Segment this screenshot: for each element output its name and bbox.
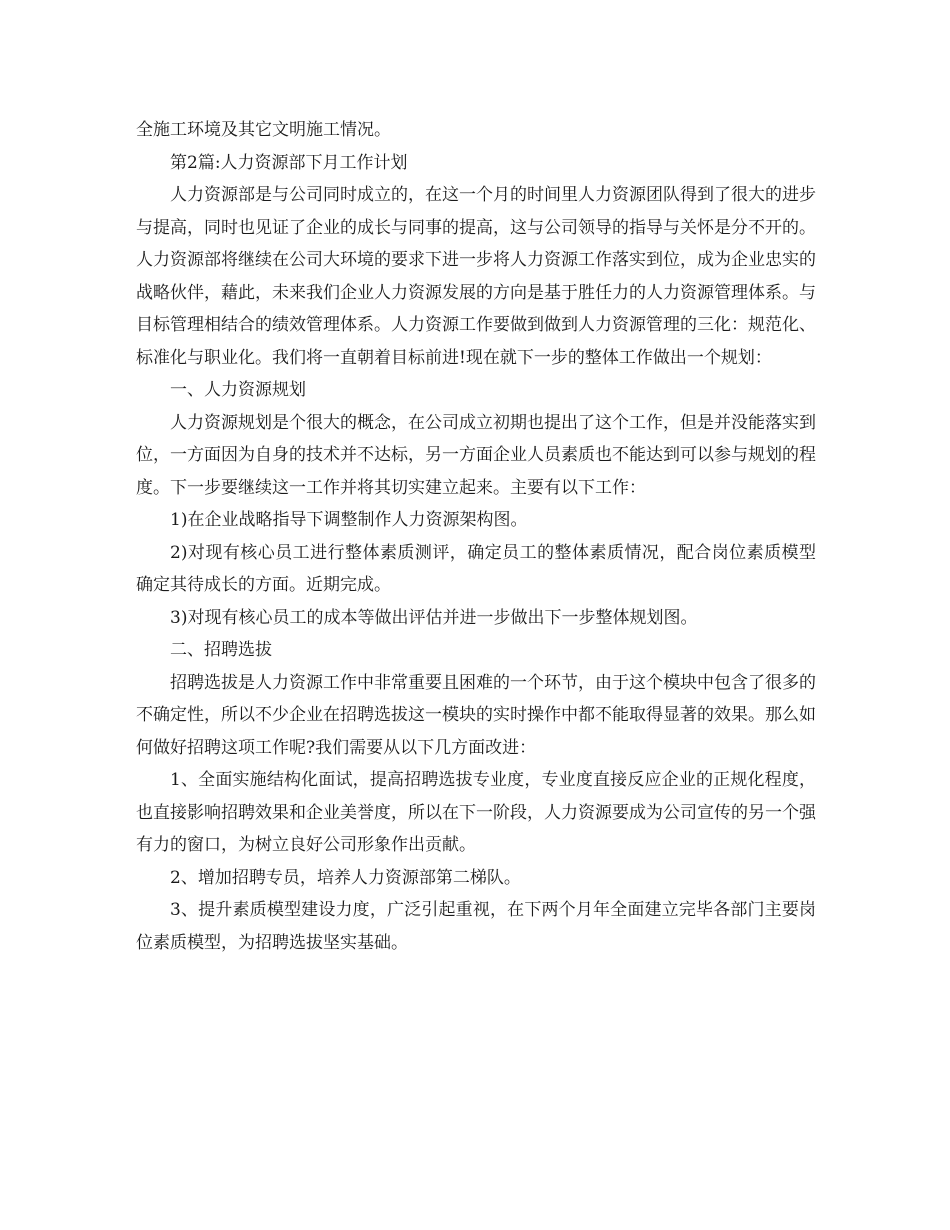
recruitment-item-2: 2、增加招聘专员，培养人力资源部第二梯队。 [170, 867, 521, 888]
hr-planning-item-2: 2)对现有核心员工进行整体素质测评，确定员工的整体素质情况，配合岗位素质模型确定其待成长的方面。近期完成。 [136, 542, 816, 595]
hr-planning-item-3: 3)对现有核心员工的成本等做出评估并进一步做出下一步整体规划图。 [170, 607, 698, 628]
recruitment-paragraph: 招聘选拔是人力资源工作中非常重要且困难的一个环节，由于这个模块中包含了很多的不确定性，所以不少企业在招聘选拔这一模块的实时操作中都不能取得显著的效果。那么如何做好招聘这项工作呢?我们需要从以下几方面改进： [136, 672, 816, 758]
recruitment-item-1: 1、全面实施结构化面试，提高招聘选拔专业度，专业度直接反应企业的正规化程度，也直接影响招聘效果和企业美誉度，所以在下一阶段，人力资源要成为公司宣传的另一个强有力的窗口，为树立良好公司形象作出贡献。 [136, 770, 816, 855]
section-heading-recruitment: 二、招聘选拔 [170, 640, 272, 660]
hr-planning-item-1: 1)在企业战略指导下调整制作人力资源架构图。 [170, 510, 528, 530]
document-body [136, 114, 816, 959]
article-title: 第2篇:人力资源部下月工作计划 [170, 152, 408, 173]
recruitment-item-3: 3、提升素质模型建设力度，广泛引起重视，在下两个月年全面建立完毕各部门主要岗位素质模型，为招聘选拔坚实基础。 [136, 900, 816, 953]
intro-paragraph: 人力资源部是与公司同时成立的，在这一个月的时间里人力资源团队得到了很大的进步与提高，同时也见证了企业的成长与同事的提高，这与公司领导的指导与关怀是分不开的。人力资源部将继续在公司大环境的要求下进一步将人力资源工作落实到位，成为企业忠实的战略伙伴，藉此，未来我们企业人力资源发展的方向是基于胜任力的人力资源管理体系。与目标管理相结合的绩效管理体系。人力资源工作要做到做到人力资源管理的三化：规范化、标准化与职业化。我们将一直朝着目标前进!现在就下一步的整体工作做出一个规划： [136, 185, 816, 368]
hr-planning-paragraph: 人力资源规划是个很大的概念，在公司成立初期也提出了这个工作，但是并没能落实到位，一方面因为自身的技术并不达标，另一方面企业人员素质也不能达到可以参与规划的程度。下一步要继续这一工作并将其切实建立起来。主要有以下工作： [136, 412, 816, 498]
paragraph-continuation: 全施工环境及其它文明施工情况。 [136, 120, 391, 140]
section-heading-hr-planning: 一、人力资源规划 [170, 380, 306, 400]
